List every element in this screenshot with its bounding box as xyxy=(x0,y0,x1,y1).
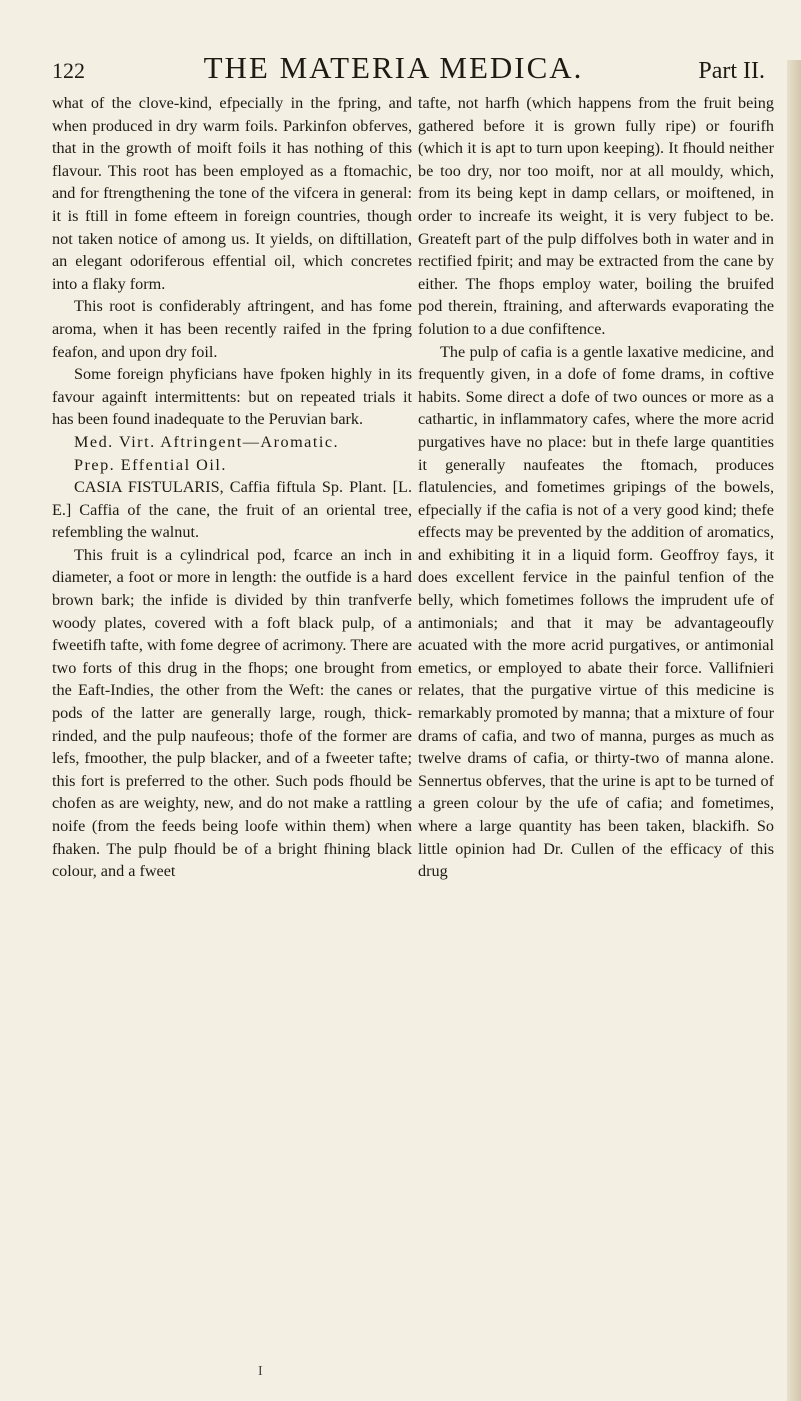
paragraph: The pulp of cafia is a gentle laxative medicine, and frequently given, in a dofe of fome drams, in coftive habits. Some direct a dofe of two ounces or more as a cathartic, in inflammatory cafes, where the more acrid purgatives have no place: but in thefe large quantities it generally naufeates the ftomach, produces flatulencies, and fometimes gripings of the bowels, efpecially if the cafia is not of a very good kind; thefe effects may be prevented by the addition of aromatics, and exhibiting it in a liquid form. Geoffroy fays, it does excellent fervice in the painful tenfion of the belly, which fometimes follows the imprudent ufe of antimonials; and that it may be advantageoufly acuated with the more acrid purgatives, or antimonial emetics, or employed to abate their force. Vallifnieri relates, that the purgative virtue of this medicine is remarkably promoted by manna; that a mixture of four drams of cafia, and two of manna, purges as much as twelve drams of cafia, or thirty-two of manna alone. Sennertus obferves, that the urine is apt to be turned of a green colour by the ufe of cafia; and fometimes, where a large quantity has been taken, blackifh. So little opinion had Dr. Cullen of the efficacy of this drug xyxy=(418,342,774,881)
page-edge xyxy=(787,60,801,1401)
paragraph: This fruit is a cylindrical pod, fcarce an inch in diameter, a foot or more in length: the outfide is a hard brown bark; the infide is divided by thin tranfverfe woody plates, covered with a foft black pulp, of a fweetifh tafte, with fome degree of acrimony. There are two forts of this drug in the fhops; one brought from the Eaft-Indies, the other from the Weft: the canes or pods of the latter are generally large, rough, thick-rinded, and the pulp naufeous; thofe of the former are lefs, fmoother, the pulp blacker, and of a fweeter tafte; this fort is preferred to the other. Such pods fhould be chofen as are weighty, new, and do not make a rattling noife (from the feeds being loofe within them) when fhaken. The pulp fhould be of a bright fhining black colour, and a fweet xyxy=(52,545,412,881)
paragraph: This root is confiderably aftringent, and has fome aroma, when it has been recently raifed in the fpring feafon, and upon dry foil. xyxy=(52,297,412,361)
running-title: THE MATERIA MEDICA. xyxy=(203,50,584,85)
right-column xyxy=(418,92,774,883)
part-label: Part II. xyxy=(698,58,765,84)
preparations: Prep. Effential Oil. xyxy=(74,455,227,474)
medical-virtues: Med. Virt. Aftringent—Aromatic. xyxy=(74,432,340,451)
page-header xyxy=(52,50,765,90)
entry-heading: CASIA FISTULARIS, Caffia fiftula Sp. Plant. [L. E.] Caffia of the cane, the fruit of an oriental tree, refembling the walnut. xyxy=(52,478,412,542)
paragraph: what of the clove-kind, efpecially in the fpring, and when produced in dry warm foils. Parkinfon obferves, that in the growth of moift foils it has nothing of this flavour. This root has been employed as a ftomachic, and for ftrengthening the tone of the vifcera in general: it is ftill in fome efteem in foreign countries, though not taken notice of among us. It yields, on diftillation, an elegant odoriferous effential oil, which concretes into a flaky form. xyxy=(52,94,412,293)
page-number: 122 xyxy=(52,58,85,83)
paragraph: tafte, not harfh (which happens from the fruit being gathered before it is grown fully ripe) or fourifh (which it is apt to turn upon keeping). It fhould neither be too dry, nor too moift, nor at all mouldy, which, from its being kept in damp cellars, or moiftened, in order to increafe its weight, it is very fubject to be. Greateft part of the pulp diffolves both in water and in rectified fpirit; and may be extracted from the cane by either. The fhops employ water, boiling the bruifed pod therein, ftraining, and afterwards evaporating the folution to a due confiftence. xyxy=(418,94,774,338)
signature-mark: I xyxy=(258,1364,263,1379)
left-column xyxy=(52,92,412,883)
paragraph: Some foreign phyficians have fpoken highly in its favour againft intermittents: but on repeated trials it has been found inadequate to the Peruvian bark. xyxy=(52,365,412,429)
